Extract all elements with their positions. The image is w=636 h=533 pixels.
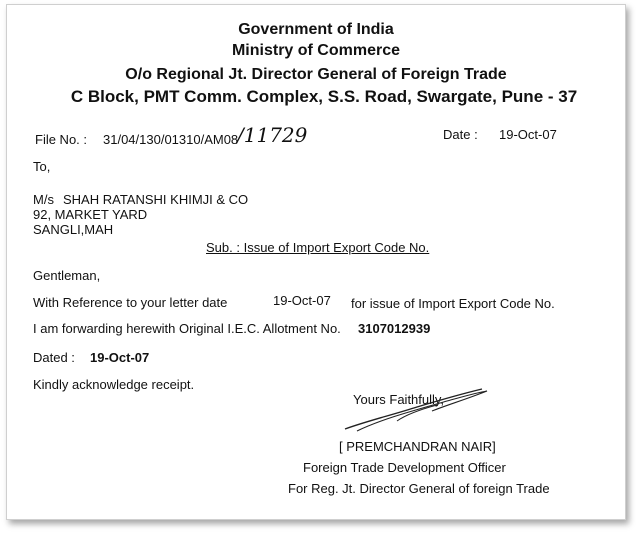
letter-page bbox=[6, 4, 626, 520]
reference-date: 19-Oct-07 bbox=[273, 293, 331, 308]
date-label: Date : bbox=[443, 127, 478, 142]
dated-value: 19-Oct-07 bbox=[90, 350, 150, 365]
reference-purpose: for issue of Import Export Code No. bbox=[351, 296, 555, 311]
salutation: Gentleman, bbox=[33, 268, 101, 283]
dated-label: Dated : bbox=[33, 350, 75, 365]
header-government: Government of India bbox=[238, 21, 394, 38]
handwritten-file-suffix bbox=[237, 123, 307, 147]
reference-text: With Reference to your letter date bbox=[33, 295, 228, 310]
header-ministry: Ministry of Commerce bbox=[231, 42, 401, 59]
signatory-for: For Reg. Jt. Director General of foreign Trade bbox=[288, 481, 550, 496]
file-number-value: 31/04/130/01310/AM08 bbox=[103, 132, 239, 147]
header-address: C Block, PMT Comm. Complex, S.S. Road, Swargate, Pune - 37 bbox=[70, 87, 578, 106]
addressee-name: SHAH RATANSHI KHIMJI & CO bbox=[63, 192, 249, 207]
allotment-number: 3107012939 bbox=[358, 321, 431, 336]
signatory-name: [ PREMCHANDRAN NAIR] bbox=[339, 439, 496, 454]
file-number-label: File No. : bbox=[35, 132, 88, 147]
signature-scribble bbox=[337, 381, 497, 441]
addressee-address-line2: SANGLI,MAH bbox=[33, 222, 114, 237]
signatory-title: Foreign Trade Development Officer bbox=[303, 460, 506, 475]
handwritten-slash: / bbox=[237, 123, 244, 147]
allotment-text: I am forwarding herewith Original I.E.C. Allotment No. bbox=[33, 321, 341, 336]
handwritten-file-number: 11729 bbox=[243, 123, 308, 147]
addressee-prefix: M/s bbox=[33, 192, 54, 207]
to-label: To, bbox=[33, 159, 51, 174]
addressee-address-line1: 92, MARKET YARD bbox=[33, 207, 148, 222]
subject-line: Sub. : Issue of Import Export Code No. bbox=[206, 240, 430, 255]
header-office: O/o Regional Jt. Director General of Foreign Trade bbox=[125, 66, 507, 83]
closing-text: Yours Faithfully, bbox=[353, 392, 445, 407]
acknowledge-text: Kindly acknowledge receipt. bbox=[33, 377, 195, 392]
date-value: 19-Oct-07 bbox=[499, 127, 557, 142]
